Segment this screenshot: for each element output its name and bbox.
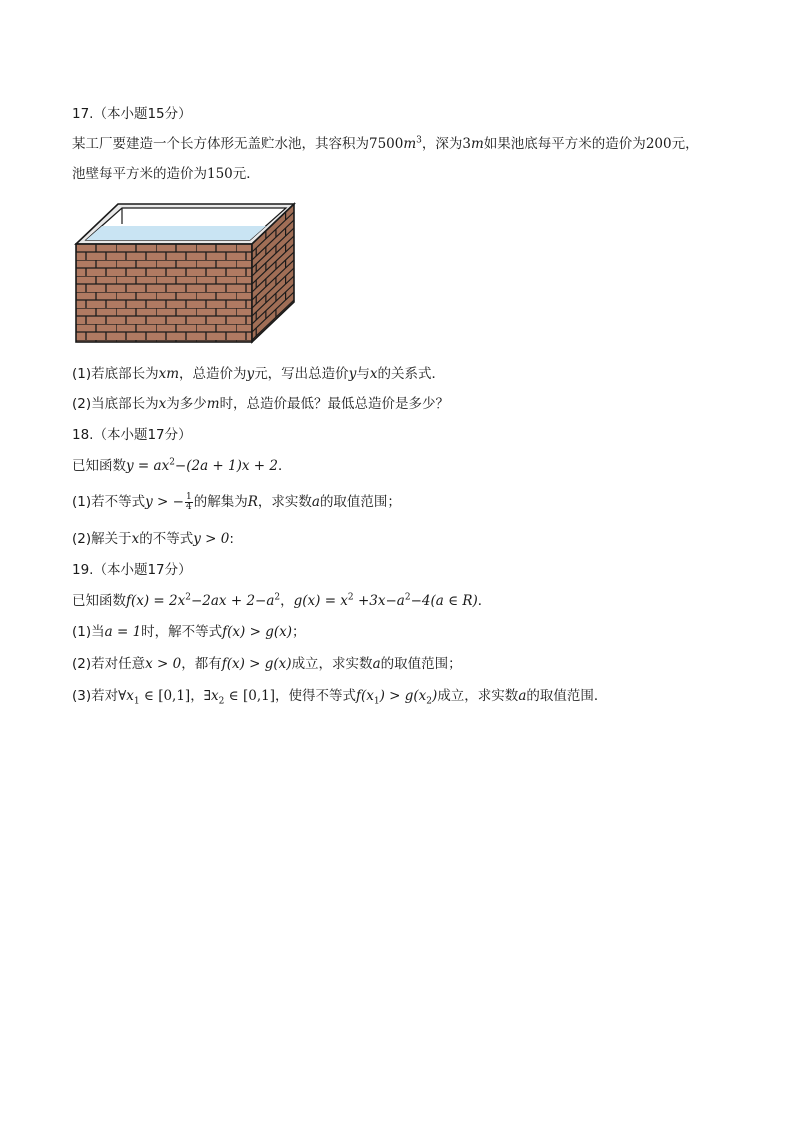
q19-header: 19.（本小题17分） [72,562,192,578]
q18-part2: (2)解关于x的不等式y > 0: [72,531,234,547]
q17-part2: (2)当底部长为x为多少m时，总造价最低？最低总造价是多少？ [72,396,450,412]
tank-water [86,226,266,240]
q18-stem: 已知函数$y = ax^2-(2a + 1)x + 2$． [72,457,292,474]
fraction-one-quarter: $\frac{1}{4}$ [185,491,192,512]
q19-stem: 已知函数$f(x) = 2x^2-2ax + 2-a^2$，$g(x) = x^2 +3x-a^2-4(a$ ∈ R)． [72,592,492,609]
q17-part1: (1)若底部长为xm，总造价为y元，写出总造价y与x的关系式． [72,366,445,382]
q17-stem-line1: 某工厂要建造一个长方体形无盖贮水池，其容积为$7500m^3$，深为3m如果池底每平方米的造价为200元， [72,135,699,152]
q18-part1: (1)若不等式y > − $\frac{1}{4}$ 的解集为R，求实数a的取值范围； [72,491,401,512]
q19-part3: (3)若对$\forall x_1$ ∈ [0,1]，$\exists x_2$ ∈ [0,1]，使得不等式$f(x_1) > g(x_2)$成立，求实数a的取值范围． [72,688,608,707]
tank-front-wall [76,244,252,342]
q17-header: 17.（本小题15分） [72,106,192,122]
q17-stem-line2: 池壁每平方米的造价为150元． [72,166,260,182]
q18-header: 18.（本小题17分） [72,427,192,443]
q19-part2: (2)若对任意x > 0，都有f(x) > g(x)成立，求实数a的取值范围； [72,656,462,672]
q19-part1: (1)当a = 1时，解不等式f(x) > g(x)； [72,624,306,640]
brick-water-tank-figure [72,198,296,346]
